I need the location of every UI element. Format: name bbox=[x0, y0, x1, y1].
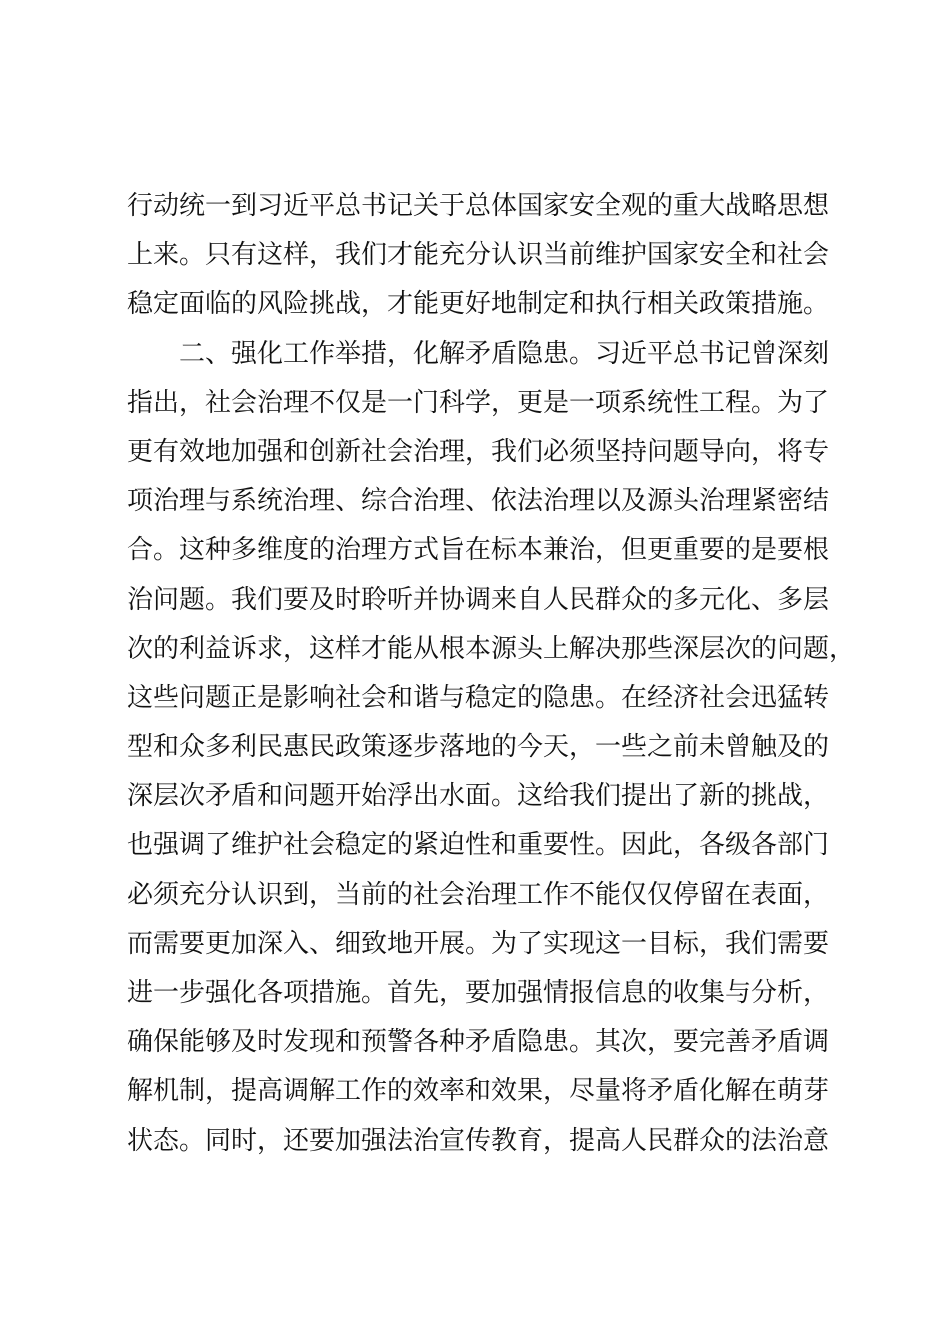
text-line: 指出，社会治理不仅是一门科学，更是一项系统性工程。为了 bbox=[127, 387, 830, 418]
text-line: 必须充分认识到，当前的社会治理工作不能仅仅停留在表面， bbox=[127, 879, 830, 910]
text-line: 而需要更加深入、细致地开展。为了实现这一目标，我们需要 bbox=[127, 928, 830, 959]
text-line: 上来。只有这样，我们才能充分认识当前维护国家安全和社会 bbox=[127, 240, 830, 271]
text-line: 解机制，提高调解工作的效率和效果，尽量将矛盾化解在萌芽 bbox=[127, 1076, 830, 1107]
text-line: 进一步强化各项措施。首先，要加强情报信息的收集与分析， bbox=[127, 978, 830, 1008]
text-line: 这些问题正是影响社会和谐与稳定的隐患。在经济社会迅猛转 bbox=[127, 682, 830, 713]
text-line: 次的利益诉求，这样才能从根本源头上解决那些深层次的问题， bbox=[127, 633, 856, 664]
text-line: 行动统一到习近平总书记关于总体国家安全观的重大战略思想 bbox=[127, 191, 830, 221]
text-line: 状态。同时，还要加强法治宣传教育，提高人民群众的法治意 bbox=[127, 1125, 830, 1156]
text-line: 确保能够及时发现和预警各种矛盾隐患。其次，要完善矛盾调 bbox=[127, 1027, 830, 1058]
text-line: 深层次矛盾和问题开始浮出水面。这给我们提出了新的挑战， bbox=[127, 781, 830, 812]
text-line: 型和众多利民惠民政策逐步落地的今天，一些之前未曾触及的 bbox=[127, 732, 830, 763]
text-line: 稳定面临的风险挑战，才能更好地制定和执行相关政策措施。 bbox=[127, 289, 830, 320]
text-line: 也强调了维护社会稳定的紧迫性和重要性。因此，各级各部门 bbox=[127, 830, 830, 861]
text-line: 更有效地加强和创新社会治理，我们必须坚持问题导向，将专 bbox=[127, 436, 830, 467]
body-text bbox=[127, 182, 856, 1166]
text-line: 治问题。我们要及时聆听并协调来自人民群众的多元化、多层 bbox=[127, 584, 830, 615]
text-line: 合。这种多维度的治理方式旨在标本兼治，但更重要的是要根 bbox=[127, 535, 830, 566]
text-line: 项治理与系统治理、综合治理、依法治理以及源头治理紧密结 bbox=[127, 486, 830, 517]
section-heading-line: 二、强化工作举措，化解矛盾隐患。习近平总书记曾深刻 bbox=[179, 338, 830, 369]
